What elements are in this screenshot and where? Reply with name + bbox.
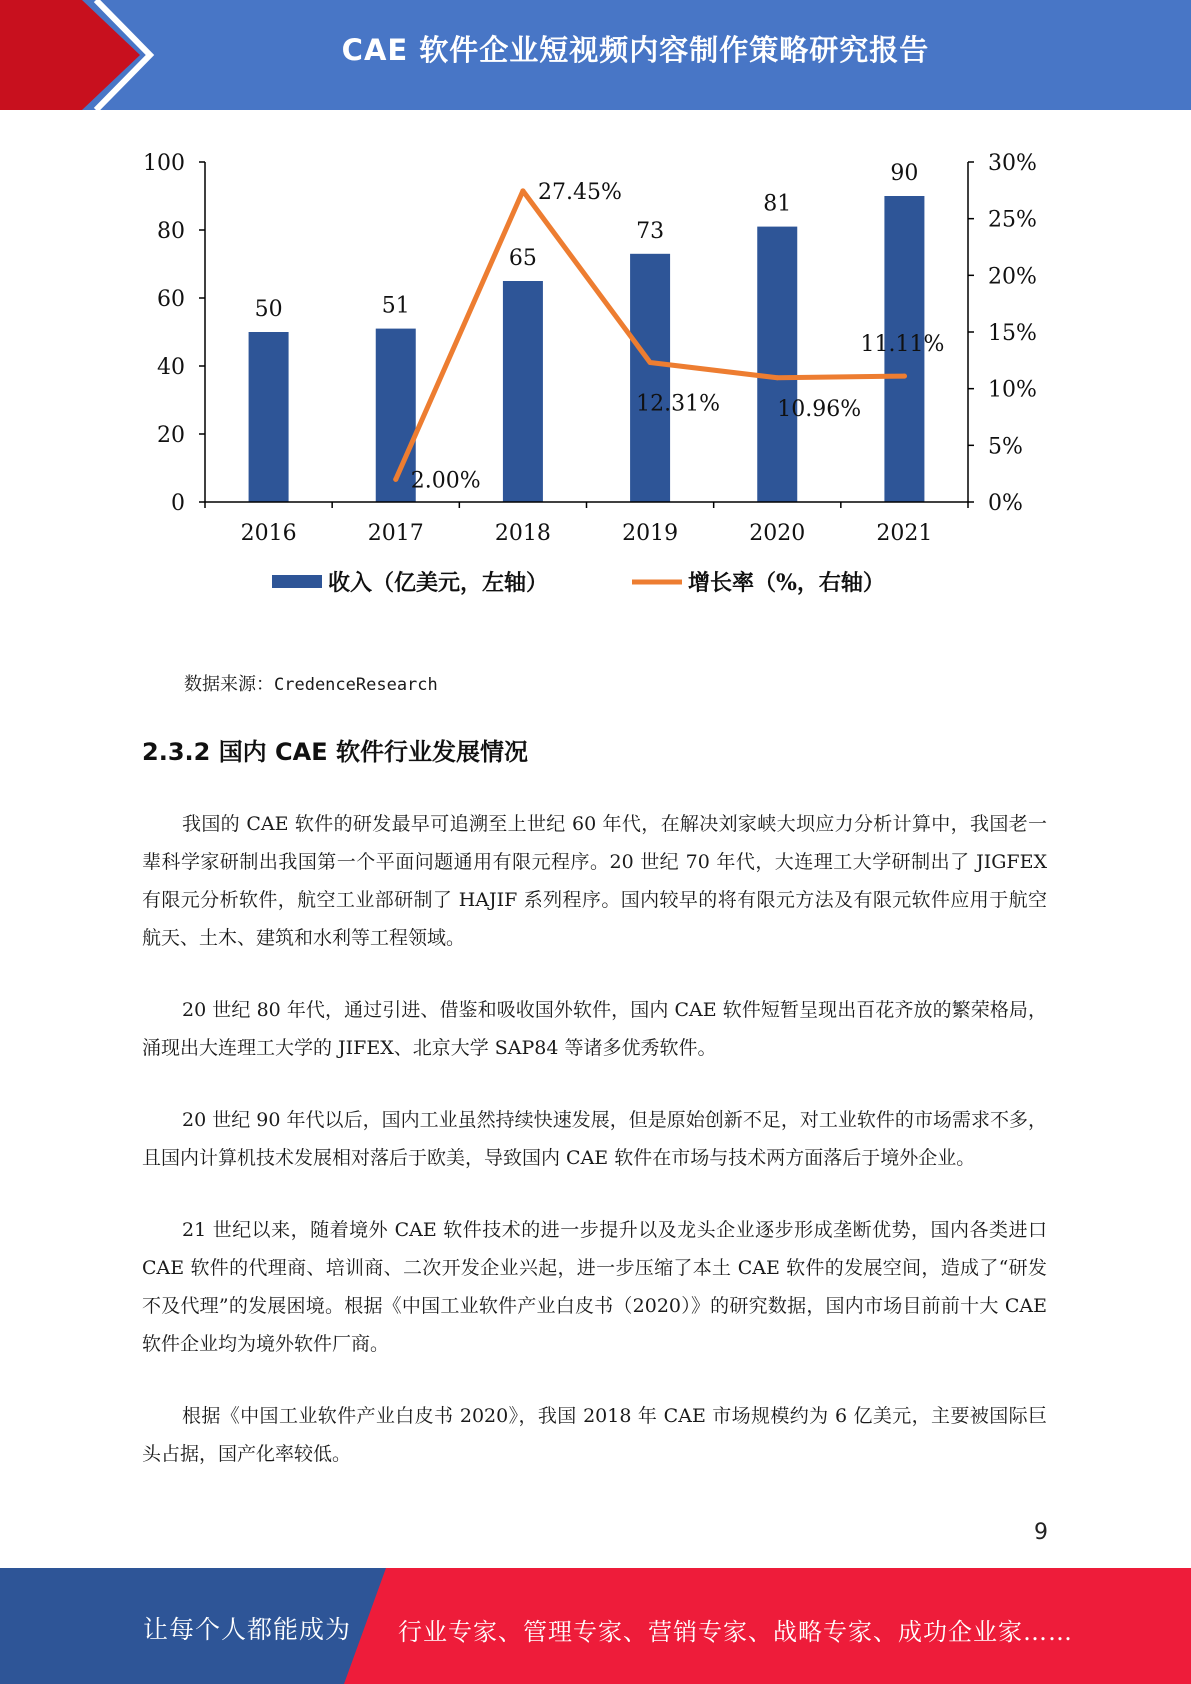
- line-value-label: 11.11%: [860, 332, 945, 358]
- left-tick-label: 80: [157, 219, 185, 244]
- revenue-growth-chart: [120, 140, 1080, 620]
- bar-value-label: 51: [381, 293, 410, 319]
- legend-bar-label: 收入（亿美元，左轴）: [328, 570, 549, 596]
- header-red-chevron: [0, 0, 140, 110]
- growth-rate-point: [902, 374, 907, 379]
- growth-rate-point: [775, 375, 780, 380]
- bar: [757, 227, 797, 502]
- header-title: CAE 软件企业短视频内容制作策略研究报告: [341, 33, 930, 67]
- section-title: 2.3.2 国内 CAE 软件行业发展情况: [142, 738, 528, 766]
- left-tick-label: 60: [157, 287, 185, 312]
- source-value: CredenceResearch: [274, 675, 438, 695]
- bar: [249, 332, 289, 502]
- bars-layer: [249, 196, 925, 502]
- line-value-label: 10.96%: [777, 396, 862, 422]
- x-tick-label: 2018: [494, 521, 551, 546]
- x-tick-label: 2017: [367, 521, 424, 546]
- paragraph: 根据《中国工业软件产业白皮书 2020》，我国 2018 年 CAE 市场规模约为 6 亿美元，主要被国际巨头占据，国产化率较低。: [142, 1405, 1047, 1465]
- left-tick-label: 0: [171, 491, 185, 516]
- footer-slogan-right: 行业专家、管理专家、营销专家、战略专家、成功企业家……: [398, 1618, 1073, 1646]
- bar: [630, 254, 670, 502]
- paragraph: 20 世纪 80 年代，通过引进、借鉴和吸收国外软件，国内 CAE 软件短暂呈现出百花齐放的繁荣格局，涌现出大连理工大学的 JIFEX、北京大学 SAP84 等诸多优秀软件。: [142, 999, 1047, 1059]
- labels-layer: [255, 161, 945, 493]
- legend-line-label: 增长率（%，右轴）: [688, 570, 885, 596]
- x-tick-label: 2021: [876, 521, 933, 546]
- x-tick-label: 2019: [622, 521, 679, 546]
- paragraph: 21 世纪以来，随着境外 CAE 软件技术的进一步提升以及龙头企业逐步形成垄断优势，国内各类进口 CAE 软件的代理商、培训商、二次开发企业兴起，进一步压缩了本土 CAE 软件的发展空间，造成了“研发不及代理”的发展困境。根据《中国工业软件产业白皮书（2020）》的研究数据，国内市场目前前十大 CAE 软件企业均为境外软件厂商。: [142, 1219, 1047, 1355]
- right-tick-label: 0%: [988, 491, 1023, 516]
- bar-value-label: 65: [508, 246, 537, 271]
- paragraph: 我国的 CAE 软件的研发最早可追溯至上世纪 60 年代，在解决刘家峡大坝应力分析计算中，我国老一辈科学家研制出我国第一个平面问题通用有限元程序。20 世纪 70 年代，大连理工大学研制出了 JIGFEX 有限元分析软件，航空工业部研制了 HAJIF 系列程序。国内较早的将有限元方法及有限元软件应用于航空航天、土木、建筑和水利等工程领域。: [142, 813, 1047, 949]
- line-value-label: 2.00%: [410, 468, 481, 494]
- left-tick-label: 40: [157, 355, 185, 380]
- x-tick-label: 2016: [240, 521, 297, 546]
- right-tick-label: 30%: [988, 151, 1037, 176]
- right-tick-label: 5%: [988, 434, 1023, 460]
- legend-bar-swatch: [272, 575, 322, 588]
- data-source: [184, 670, 438, 696]
- body-text: [142, 805, 1047, 1507]
- page-footer: [0, 1568, 1191, 1684]
- growth-rate-point: [393, 477, 398, 482]
- chart-svg: [120, 140, 1080, 620]
- bar-value-label: 50: [254, 297, 283, 322]
- right-tick-label: 25%: [988, 207, 1037, 233]
- bar-value-label: 90: [890, 161, 919, 186]
- bar: [503, 281, 543, 502]
- bar-value-label: 81: [763, 191, 792, 217]
- page-number: 9: [1034, 1520, 1048, 1545]
- left-tick-label: 100: [143, 151, 185, 176]
- paragraph: 20 世纪 90 年代以后，国内工业虽然持续快速发展，但是原始创新不足，对工业软件的市场需求不多，且国内计算机技术发展相对落后于欧美，导致国内 CAE 软件在市场与技术两方面落后于境外企业。: [142, 1109, 1047, 1169]
- chart-legend: [272, 570, 885, 596]
- bar-value-label: 73: [636, 218, 665, 244]
- left-tick-label: 20: [157, 423, 185, 448]
- line-value-label: 27.45%: [537, 179, 622, 205]
- source-label: 数据来源：: [184, 674, 274, 695]
- x-tick-label: 2020: [749, 521, 806, 546]
- growth-rate-point: [648, 360, 653, 365]
- growth-rate-point: [520, 188, 525, 193]
- page-header: [0, 0, 1191, 110]
- right-tick-label: 20%: [988, 264, 1037, 290]
- right-tick-label: 10%: [988, 377, 1037, 403]
- footer-slogan-left: 让每个人都能成为: [143, 1615, 352, 1644]
- line-value-label: 12.31%: [636, 391, 721, 417]
- right-tick-label: 15%: [988, 321, 1037, 346]
